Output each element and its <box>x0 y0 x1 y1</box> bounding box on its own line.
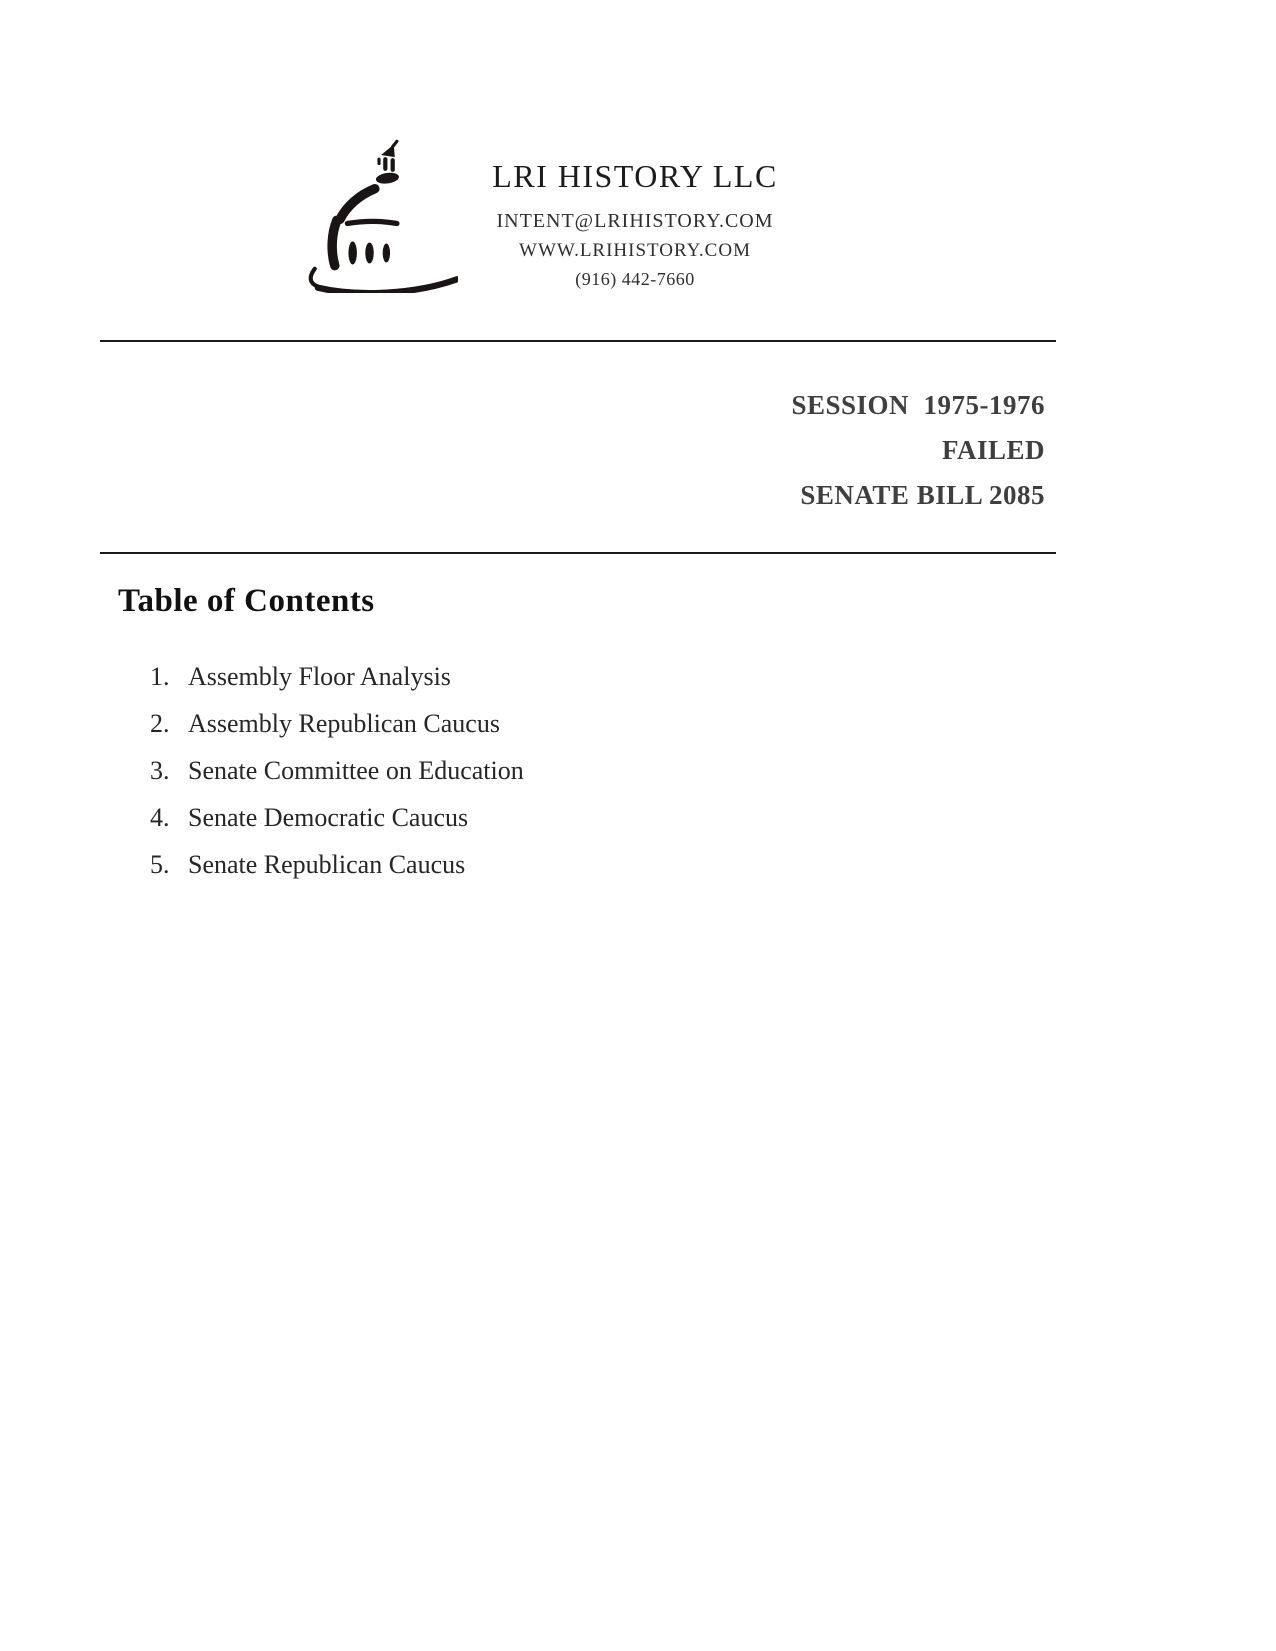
company-website: WWW.LRIHISTORY.COM <box>519 240 751 261</box>
toc-item-number: 3. <box>150 756 170 785</box>
session-label: SESSION 1975-1976 <box>791 390 1045 420</box>
company-email: INTENT@LRIHISTORY.COM <box>496 210 774 232</box>
toc-item <box>150 841 524 888</box>
toc-item-label: Senate Democratic Caucus <box>188 803 469 832</box>
toc-item-number: 4. <box>150 803 170 832</box>
divider-top <box>100 340 1056 342</box>
toc-item <box>150 653 524 700</box>
toc-item-number: 1. <box>150 662 170 691</box>
divider-bottom <box>100 552 1056 554</box>
bill-status: FAILED <box>941 435 1045 465</box>
session-block <box>791 383 1045 518</box>
toc-item <box>150 794 524 841</box>
toc-item <box>150 700 524 747</box>
toc-title: Table of Contents <box>118 583 375 619</box>
toc-item-label: Senate Committee on Education <box>188 756 524 785</box>
toc-item-label: Assembly Republican Caucus <box>188 709 500 738</box>
toc-item-label: Senate Republican Caucus <box>188 850 466 879</box>
toc-item-number: 5. <box>150 850 170 879</box>
toc-item-label: Assembly Floor Analysis <box>188 662 451 691</box>
toc-list <box>150 653 524 888</box>
toc-item-number: 2. <box>150 709 170 738</box>
company-phone: (916) 442-7660 <box>575 269 695 289</box>
company-name: LRI HISTORY LLC <box>492 158 778 194</box>
letterhead <box>420 158 850 294</box>
bill-number: SENATE BILL 2085 <box>800 480 1045 510</box>
toc-item <box>150 747 524 794</box>
